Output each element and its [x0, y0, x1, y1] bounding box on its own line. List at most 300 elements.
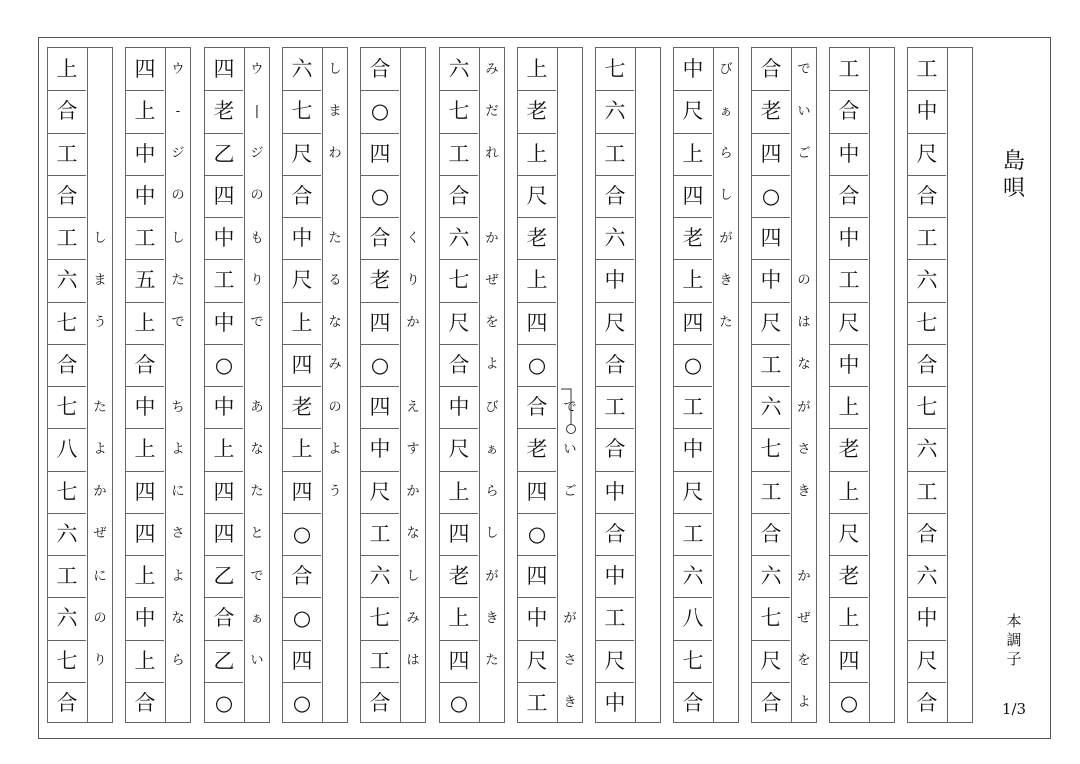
note-cell: 工 — [48, 133, 86, 175]
note-cell: 合 — [126, 344, 164, 386]
note-cell: 老 — [440, 555, 478, 597]
lyric-char: す — [406, 441, 420, 457]
note-cell: 尺 — [908, 133, 946, 175]
lyric-char: ウ — [171, 61, 185, 77]
note-cell: 合 — [518, 386, 556, 428]
lyric-char: も — [250, 230, 264, 246]
lyric-char: い — [563, 441, 577, 457]
note-cell: 老 — [518, 428, 556, 470]
note-cell: 中 — [682, 56, 704, 81]
note-strip — [125, 47, 165, 723]
note-cell: ○ — [361, 90, 399, 132]
lyric-char: が — [719, 230, 733, 246]
note-strip — [517, 47, 557, 723]
lyric-char: ま — [93, 272, 107, 288]
note-cell: 七 — [674, 640, 712, 682]
lyric-char: の — [328, 399, 342, 415]
lyric-strip — [557, 47, 583, 723]
lyric-char: と — [250, 526, 264, 542]
note-cell: 工 — [205, 259, 243, 301]
lyric-char: ご — [563, 484, 577, 500]
note-cell: 上 — [126, 302, 164, 344]
lyric-char: み — [328, 357, 342, 373]
tuning-label-char: 子 — [1006, 650, 1022, 668]
note-cell: 四 — [518, 302, 556, 344]
note-cell: 合 — [48, 175, 86, 217]
note-cell: ○ — [440, 682, 478, 724]
note-cell: 七 — [48, 386, 86, 428]
lyric-char: に — [93, 568, 107, 584]
note-cell: 老 — [283, 386, 321, 428]
note-cell: 合 — [752, 682, 790, 724]
note-cell: 六 — [908, 428, 946, 470]
lyric-strip — [791, 47, 817, 723]
lyric-char: か — [406, 315, 420, 331]
note-cell: 尺 — [440, 428, 478, 470]
note-cell: 七 — [908, 302, 946, 344]
note-cell: 尺 — [283, 259, 321, 301]
note-cell: 中 — [283, 217, 321, 259]
note-cell: 尺 — [674, 90, 712, 132]
note-cell: 七 — [752, 428, 790, 470]
lyric-char: の — [250, 188, 264, 204]
lyric-char: れ — [485, 146, 499, 162]
lyric-strip — [87, 47, 113, 723]
lyric-char: ま — [328, 103, 342, 119]
note-strip — [673, 47, 713, 723]
page-number: 1/3 — [1001, 700, 1027, 718]
note-cell: 中 — [830, 217, 868, 259]
tuning-label-char: 本 — [1006, 612, 1022, 630]
lyric-char: み — [485, 61, 499, 77]
note-cell: 上 — [518, 259, 556, 301]
lyric-char: わ — [328, 146, 342, 162]
lyric-char: る — [328, 272, 342, 288]
note-cell: 中 — [126, 597, 164, 639]
note-cell: 六 — [448, 56, 470, 81]
lyric-char: ら — [485, 484, 499, 500]
note-cell: 合 — [48, 344, 86, 386]
note-cell: 尺 — [518, 175, 556, 217]
note-cell: 中 — [361, 428, 399, 470]
note-cell: ○ — [283, 513, 321, 555]
lyric-char: の — [171, 188, 185, 204]
note-cell: 合 — [283, 175, 321, 217]
lyric-char: ジ — [171, 146, 185, 162]
note-cell: 四 — [361, 302, 399, 344]
note-cell: 老 — [518, 90, 556, 132]
note-cell: 六 — [674, 555, 712, 597]
song-title-char: 唄 — [1002, 176, 1025, 201]
note-strip — [751, 47, 791, 723]
note-cell: 工 — [596, 133, 634, 175]
note-cell: 尺 — [908, 640, 946, 682]
repeat-bracket-mark — [557, 388, 576, 434]
note-cell: 工 — [674, 386, 712, 428]
note-cell: 四 — [518, 471, 556, 513]
lyric-char: を — [485, 315, 499, 331]
song-title-char: 島 — [1002, 149, 1025, 174]
lyric-char: に — [171, 484, 185, 500]
lyric-char: り — [406, 272, 420, 288]
note-cell: 合 — [596, 344, 634, 386]
note-cell: 工 — [674, 513, 712, 555]
note-cell: 七 — [604, 56, 626, 81]
note-cell: 尺 — [596, 640, 634, 682]
note-cell: 四 — [205, 175, 243, 217]
note-cell: 六 — [908, 259, 946, 301]
lyric-strip — [244, 47, 270, 723]
lyric-char: よ — [328, 441, 342, 457]
note-cell: ○ — [752, 175, 790, 217]
tuning-label — [998, 612, 1030, 669]
note-cell: 中 — [205, 386, 243, 428]
note-cell: 合 — [126, 682, 164, 724]
note-cell: 乙 — [205, 555, 243, 597]
song-title — [998, 148, 1030, 202]
lyric-char: な — [171, 610, 185, 626]
note-cell: 上 — [205, 428, 243, 470]
note-cell: 工 — [361, 640, 399, 682]
note-cell: ○ — [518, 344, 556, 386]
note-cell: 合 — [596, 513, 634, 555]
note-cell: 四 — [126, 471, 164, 513]
lyric-char: し — [485, 526, 499, 542]
note-cell: 六 — [752, 386, 790, 428]
lyric-char: で — [563, 399, 577, 415]
note-cell: 四 — [283, 640, 321, 682]
lyric-char: で — [171, 315, 185, 331]
lyric-char: を — [797, 653, 811, 669]
lyric-char: た — [719, 315, 733, 331]
note-cell: 七 — [48, 640, 86, 682]
note-cell: ○ — [518, 513, 556, 555]
note-cell: 七 — [48, 471, 86, 513]
note-cell: 上 — [440, 471, 478, 513]
note-cell: 六 — [48, 597, 86, 639]
lyric-char: ジ — [250, 146, 264, 162]
note-cell: 四 — [361, 386, 399, 428]
lyric-char: き — [485, 610, 499, 626]
note-cell: 六 — [596, 217, 634, 259]
note-cell: ○ — [205, 344, 243, 386]
note-cell: 上 — [126, 640, 164, 682]
note-cell: 四 — [213, 56, 235, 81]
note-cell: 工 — [752, 471, 790, 513]
note-cell: 七 — [48, 302, 86, 344]
note-cell: 中 — [596, 682, 634, 724]
note-strip — [360, 47, 400, 723]
note-cell: 六 — [908, 555, 946, 597]
note-cell: 合 — [908, 175, 946, 217]
note-cell: 乙 — [205, 133, 243, 175]
lyric-strip — [400, 47, 426, 723]
note-cell: ○ — [361, 175, 399, 217]
note-cell: 四 — [205, 513, 243, 555]
lyric-char: た — [485, 653, 499, 669]
lyric-char: で — [250, 568, 264, 584]
note-cell: 工 — [48, 217, 86, 259]
note-cell: 工 — [126, 217, 164, 259]
note-cell: 尺 — [752, 640, 790, 682]
note-cell: 乙 — [205, 640, 243, 682]
note-cell: 七 — [440, 90, 478, 132]
note-strip — [907, 47, 947, 723]
note-cell: 上 — [56, 56, 78, 81]
lyric-char: し — [171, 230, 185, 246]
note-cell: 合 — [48, 682, 86, 724]
note-cell: 六 — [752, 555, 790, 597]
lyric-char: な — [797, 357, 811, 373]
note-cell: 尺 — [596, 302, 634, 344]
note-cell: 合 — [283, 555, 321, 597]
lyric-char: の — [93, 610, 107, 626]
lyric-char: な — [328, 315, 342, 331]
note-cell: 上 — [830, 471, 868, 513]
note-cell: 工 — [830, 259, 868, 301]
note-cell: 上 — [126, 428, 164, 470]
lyric-strip — [869, 47, 895, 723]
note-cell: 上 — [126, 90, 164, 132]
lyric-char: が — [563, 610, 577, 626]
note-cell: 四 — [830, 640, 868, 682]
lyric-char: び — [719, 61, 733, 77]
note-cell: 中 — [205, 217, 243, 259]
lyric-char: あ — [250, 399, 264, 415]
lyric-char: し — [719, 188, 733, 204]
lyric-char: た — [93, 399, 107, 415]
lyric-char: が — [797, 399, 811, 415]
lyric-char: た — [328, 230, 342, 246]
note-cell: 尺 — [518, 640, 556, 682]
lyric-char: の — [797, 272, 811, 288]
note-cell: 上 — [526, 56, 548, 81]
note-cell: 七 — [440, 259, 478, 301]
note-cell: 上 — [830, 386, 868, 428]
lyric-char: き — [719, 272, 733, 288]
note-cell: 四 — [283, 344, 321, 386]
lyric-char: ら — [171, 653, 185, 669]
note-cell: 七 — [361, 597, 399, 639]
lyric-strip — [479, 47, 505, 723]
note-cell: 工 — [596, 597, 634, 639]
note-cell: 六 — [440, 217, 478, 259]
lyric-strip — [713, 47, 739, 723]
lyric-char: さ — [797, 441, 811, 457]
lyric-char: よ — [797, 695, 811, 711]
note-cell: 四 — [205, 471, 243, 513]
note-cell: 尺 — [674, 471, 712, 513]
note-cell: 尺 — [752, 302, 790, 344]
note-cell: 合 — [752, 513, 790, 555]
note-cell: ○ — [830, 682, 868, 724]
note-cell: 七 — [283, 90, 321, 132]
lyric-char: か — [406, 484, 420, 500]
note-cell: 尺 — [440, 302, 478, 344]
note-cell: 上 — [830, 597, 868, 639]
note-cell: 合 — [440, 175, 478, 217]
note-cell: 工 — [838, 56, 860, 81]
note-cell: 老 — [752, 90, 790, 132]
note-cell: 合 — [361, 217, 399, 259]
lyric-char: な — [250, 441, 264, 457]
note-cell: 四 — [752, 133, 790, 175]
lyric-char: え — [406, 399, 420, 415]
lyric-char: さ — [563, 653, 577, 669]
note-cell: 老 — [830, 555, 868, 597]
lyric-char: し — [406, 568, 420, 584]
note-cell: 合 — [908, 682, 946, 724]
note-cell: 老 — [361, 259, 399, 301]
note-strip — [47, 47, 87, 723]
lyric-char: だ — [485, 103, 499, 119]
note-cell: ○ — [361, 344, 399, 386]
lyric-char: か — [485, 230, 499, 246]
lyric-char: で — [250, 315, 264, 331]
tuning-label-char: 調 — [1006, 631, 1022, 649]
lyric-char: よ — [171, 441, 185, 457]
note-cell: 合 — [596, 428, 634, 470]
note-cell: ○ — [674, 344, 712, 386]
note-cell: 中 — [126, 386, 164, 428]
lyric-char: な — [406, 526, 420, 542]
lyric-strip — [947, 47, 973, 723]
note-cell: 上 — [674, 259, 712, 301]
note-cell: 中 — [518, 597, 556, 639]
note-cell: 工 — [518, 682, 556, 724]
note-cell: 四 — [440, 640, 478, 682]
lyric-char: は — [797, 315, 811, 331]
lyric-char: よ — [171, 568, 185, 584]
note-cell: 四 — [440, 513, 478, 555]
note-cell: 四 — [361, 133, 399, 175]
note-cell: 六 — [361, 555, 399, 597]
lyric-char: - — [175, 103, 181, 119]
note-cell: 七 — [908, 386, 946, 428]
lyric-char: よ — [485, 357, 499, 373]
lyric-char: た — [250, 484, 264, 500]
lyric-char: で — [797, 61, 811, 77]
lyric-char: ぁ — [719, 103, 733, 119]
note-cell: 上 — [440, 597, 478, 639]
note-cell: 合 — [596, 175, 634, 217]
note-strip — [595, 47, 635, 723]
lyric-char: り — [93, 653, 107, 669]
note-cell: ○ — [205, 682, 243, 724]
note-cell: 工 — [48, 555, 86, 597]
note-cell: 尺 — [361, 471, 399, 513]
lyric-char: く — [406, 230, 420, 246]
note-cell: 合 — [205, 597, 243, 639]
note-cell: 工 — [440, 133, 478, 175]
note-cell: 尺 — [830, 513, 868, 555]
note-cell: 六 — [48, 259, 86, 301]
note-cell: 中 — [596, 471, 634, 513]
note-cell: 合 — [830, 175, 868, 217]
note-cell: 合 — [361, 682, 399, 724]
lyric-char: き — [563, 695, 577, 711]
lyric-strip — [165, 47, 191, 723]
note-cell: 八 — [48, 428, 86, 470]
note-cell: 工 — [361, 513, 399, 555]
lyric-char: ウ — [250, 61, 264, 77]
lyric-char: が — [485, 568, 499, 584]
note-cell: 合 — [760, 56, 782, 81]
note-cell: 上 — [283, 302, 321, 344]
note-strip — [282, 47, 322, 723]
note-cell: 六 — [596, 90, 634, 132]
lyric-char: ぜ — [93, 526, 107, 542]
note-cell: 中 — [908, 597, 946, 639]
note-cell: 中 — [440, 386, 478, 428]
lyric-char: ち — [171, 399, 185, 415]
note-cell: 四 — [752, 217, 790, 259]
note-cell: ○ — [283, 682, 321, 724]
lyric-char: し — [328, 61, 342, 77]
note-cell: 六 — [48, 513, 86, 555]
lyric-char: さ — [171, 526, 185, 542]
note-strip — [829, 47, 869, 723]
lyric-char: い — [797, 103, 811, 119]
note-cell: 中 — [830, 133, 868, 175]
note-cell: 老 — [830, 428, 868, 470]
note-cell: 五 — [126, 259, 164, 301]
lyric-char: り — [250, 272, 264, 288]
note-cell: 工 — [908, 471, 946, 513]
note-cell: 工 — [596, 386, 634, 428]
note-cell: 四 — [134, 56, 156, 81]
lyric-char: ら — [719, 146, 733, 162]
lyric-char: ご — [797, 146, 811, 162]
note-cell: 合 — [369, 56, 391, 81]
note-cell: 中 — [596, 555, 634, 597]
note-cell: 四 — [518, 555, 556, 597]
lyric-strip — [635, 47, 661, 723]
lyric-char: う — [93, 315, 107, 331]
lyric-char: よ — [93, 441, 107, 457]
note-strip — [439, 47, 479, 723]
note-cell: 四 — [126, 513, 164, 555]
note-cell: 上 — [518, 133, 556, 175]
note-cell: 合 — [674, 682, 712, 724]
lyric-char: ぜ — [485, 272, 499, 288]
note-cell: 中 — [908, 90, 946, 132]
lyric-char: | — [254, 103, 260, 119]
note-cell: 老 — [205, 90, 243, 132]
note-cell: ○ — [283, 597, 321, 639]
lyric-char: び — [485, 399, 499, 415]
lyric-char: た — [171, 272, 185, 288]
lyric-char: は — [406, 653, 420, 669]
lyric-char: ぁ — [485, 441, 499, 457]
lyric-char: き — [797, 484, 811, 500]
note-strip — [204, 47, 244, 723]
note-cell: 四 — [674, 302, 712, 344]
note-cell: 中 — [752, 259, 790, 301]
note-cell: 中 — [674, 428, 712, 470]
note-cell: 中 — [596, 259, 634, 301]
lyric-char: し — [93, 230, 107, 246]
note-cell: 合 — [440, 344, 478, 386]
lyric-char: ぜ — [797, 610, 811, 626]
lyric-char: い — [250, 653, 264, 669]
note-cell: 四 — [283, 471, 321, 513]
note-cell: 合 — [908, 513, 946, 555]
note-cell: 中 — [126, 133, 164, 175]
lyric-char: み — [406, 610, 420, 626]
note-cell: 八 — [674, 597, 712, 639]
note-cell: 中 — [126, 175, 164, 217]
